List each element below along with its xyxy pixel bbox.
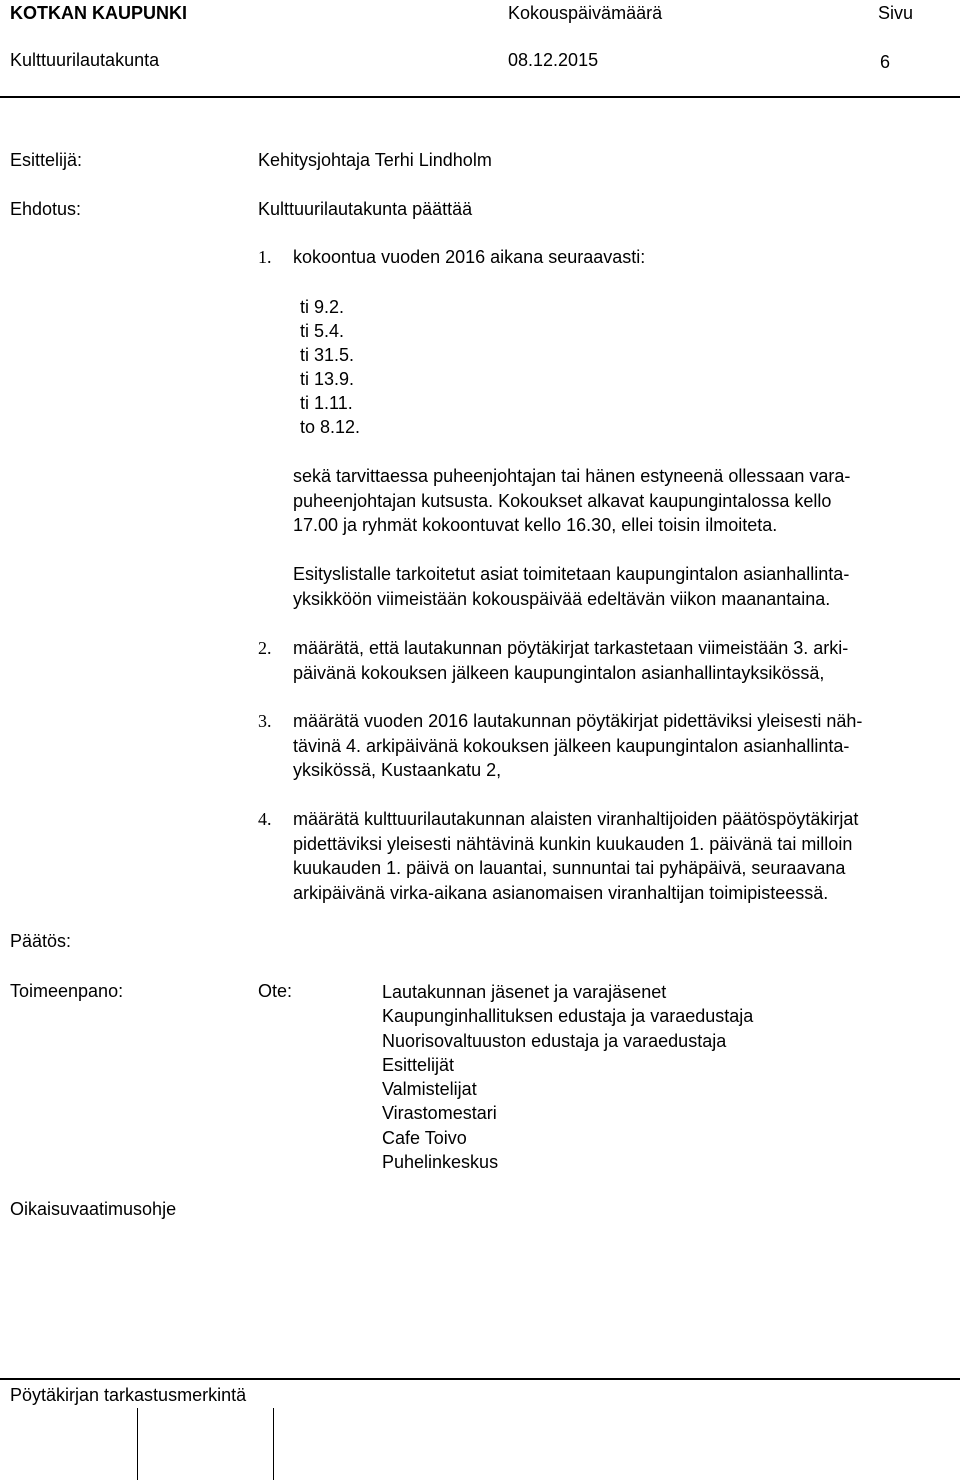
paragraph-line: Esityslistalle tarkoitetut asiat toimitetaan kaupungintalon asianhallinta- bbox=[293, 564, 850, 584]
paragraph-line: määrätä, että lautakunnan pöytäkirjat tarkastetaan viimeistään 3. arki- bbox=[293, 638, 849, 658]
page-label: Sivu bbox=[878, 3, 914, 23]
item-4-number: 4. bbox=[258, 809, 272, 829]
board-name: Kulttuurilautakunta bbox=[10, 50, 160, 70]
recipient-item: Esittelijät bbox=[382, 1054, 455, 1075]
paragraph-line: yksikössä, Kustaankatu 2, bbox=[293, 760, 502, 780]
appeal-instructions-label: Oikaisuvaatimusohje bbox=[10, 1199, 177, 1219]
meeting-date-item: to 8.12. bbox=[300, 417, 361, 437]
meeting-date: 08.12.2015 bbox=[508, 50, 599, 70]
item-1-number: 1. bbox=[258, 247, 272, 267]
extract-label: Ote: bbox=[258, 981, 293, 1001]
recipient-item: Cafe Toivo bbox=[382, 1127, 467, 1148]
proposal-value: Kulttuurilautakunta päättää bbox=[258, 199, 473, 219]
item-2-number: 2. bbox=[258, 638, 272, 658]
paragraph-line: määrätä vuoden 2016 lautakunnan pöytäkirjat pidettäviksi yleisesti näh- bbox=[293, 711, 863, 731]
meeting-date-item: ti 1.11. bbox=[300, 393, 353, 413]
implementation-label: Toimeenpano: bbox=[10, 981, 124, 1001]
meeting-date-item: ti 13.9. bbox=[300, 369, 355, 389]
footer-divider bbox=[0, 1378, 960, 1380]
recipient-item: Lautakunnan jäsenet ja varajäsenet bbox=[382, 982, 667, 1002]
paragraph-line: puheenjohtajan kutsusta. Kokoukset alkavat kaupungintalossa kello bbox=[293, 490, 832, 511]
decision-label: Päätös: bbox=[10, 931, 72, 951]
paragraph-line: päivänä kokouksen jälkeen kaupungintalon asianhallintayksikössä, bbox=[293, 662, 825, 683]
paragraph-line: kuukauden 1. päivä on lauantai, sunnuntai tai pyhäpäivä, seuraavana bbox=[293, 858, 846, 878]
item-3-text bbox=[293, 709, 862, 783]
paragraph-line: arkipäivänä virka-aikana asianomaisen viranhaltijan toimipisteessä. bbox=[293, 882, 829, 903]
item-1-text: kokoontua vuoden 2016 aikana seuraavasti: bbox=[293, 247, 646, 267]
recipient-item: Virastomestari bbox=[382, 1103, 497, 1124]
organization-name: KOTKAN KAUPUNKI bbox=[10, 3, 187, 23]
meeting-date-label: Kokouspäivämäärä bbox=[508, 3, 663, 23]
signature-box-divider bbox=[137, 1408, 138, 1480]
page-number: 6 bbox=[880, 52, 891, 72]
presenter-value: Kehitysjohtaja Terhi Lindholm bbox=[258, 150, 492, 170]
item-1-paragraph-2 bbox=[293, 562, 849, 611]
item-1-paragraph-1 bbox=[293, 464, 850, 538]
recipient-item: Valmistelijat bbox=[382, 1079, 477, 1100]
item-3-number: 3. bbox=[258, 711, 272, 731]
paragraph-line: sekä tarvittaessa puheenjohtajan tai hänen estyneenä ollessaan vara- bbox=[293, 466, 851, 486]
presenter-label: Esittelijä: bbox=[10, 150, 83, 170]
paragraph-line: pidettäviksi yleisesti nähtävinä kunkin kuukauden 1. päivänä tai milloin bbox=[293, 833, 853, 854]
review-mark-label: Pöytäkirjan tarkastusmerkintä bbox=[10, 1385, 247, 1405]
paragraph-line: yksikköön viimeistään kokouspäivää edeltävän viikon maanantaina. bbox=[293, 588, 831, 609]
recipient-item: Kaupunginhallituksen edustaja ja varaedustaja bbox=[382, 1006, 754, 1027]
paragraph-line: määrätä kulttuurilautakunnan alaisten viranhaltijoiden päätöspöytäkirjat bbox=[293, 809, 859, 829]
recipient-item: Nuorisovaltuuston edustaja ja varaedustaja bbox=[382, 1030, 727, 1051]
paragraph-line: tävinä 4. arkipäivänä kokouksen jälkeen kaupungintalon asianhallinta- bbox=[293, 735, 850, 756]
meeting-date-item: ti 31.5. bbox=[300, 345, 355, 365]
proposal-label: Ehdotus: bbox=[10, 199, 82, 219]
item-2-text bbox=[293, 636, 848, 685]
header-divider bbox=[0, 96, 960, 98]
recipient-list bbox=[382, 980, 753, 1174]
paragraph-line: 17.00 ja ryhmät kokoontuvat kello 16.30, ellei toisin ilmoiteta. bbox=[293, 515, 778, 535]
item-4-text bbox=[293, 807, 858, 905]
meeting-date-item: ti 9.2. bbox=[300, 297, 345, 317]
meeting-date-item: ti 5.4. bbox=[300, 321, 345, 341]
recipient-item: Puhelinkeskus bbox=[382, 1152, 499, 1173]
signature-box-divider bbox=[273, 1408, 274, 1480]
